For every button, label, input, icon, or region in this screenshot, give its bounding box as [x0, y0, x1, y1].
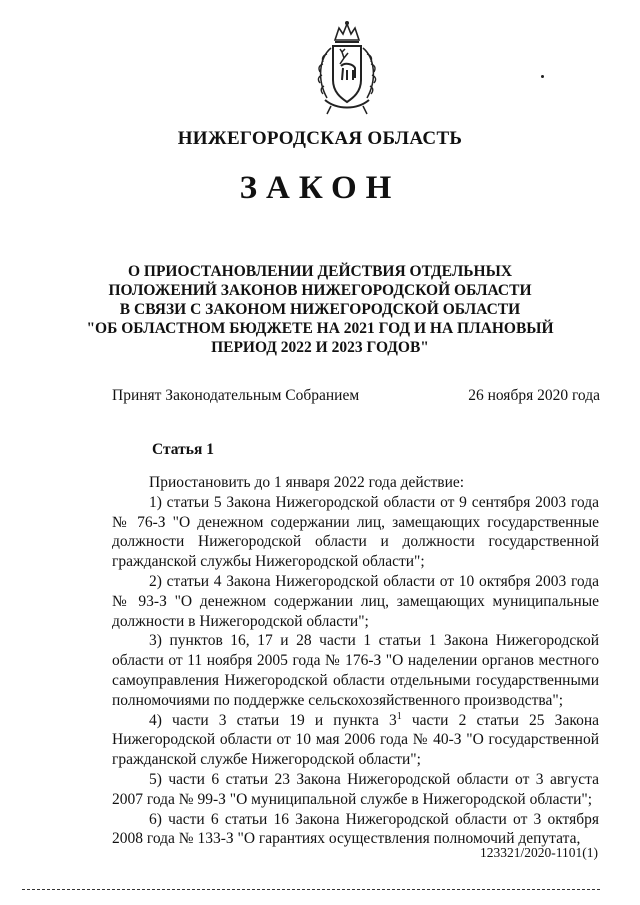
law-title-line: ПЕРИОД 2022 И 2023 ГОДОВ" — [211, 339, 429, 356]
article-item: 1) статьи 5 Закона Нижегородской области от 9 сентября 2003 года № 76-З "О денежном содержании лиц, замещающих государственные должности Нижегородской области и должности государственной гражданской службы Нижегородской области"; — [112, 493, 599, 571]
page-bottom-dashed-line — [22, 889, 600, 890]
article-item: 6) части 6 статьи 16 Закона Нижегородской области от 3 октября 2008 года № 133-З "О гарантиях осуществления полномочий депутата, — [112, 810, 599, 848]
item4-rest: части 2 статьи 25 Закона Нижегородской области от 10 мая 2006 года № 40-З "О государственной гражданской службе Нижегородской области"; — [112, 711, 599, 769]
registration-number: 123321/2020-1101(1) — [480, 845, 598, 860]
article-item: 5) части 6 статьи 23 Закона Нижегородской области от 3 августа 2007 года № 99-З "О муниципальной службе в Нижегородской области"; — [112, 770, 599, 808]
article-item: 3) пунктов 16, 17 и 28 части 1 статьи 1 Закона Нижегородской области от 11 ноября 2005 года № 176-З "О наделении органов местного самоуправления Нижегородской области отдельными государственными полномочиями по поддержке сельскохозяйственного производства"; — [112, 632, 599, 709]
law-title-line: О ПРИОСТАНОВЛЕНИИ ДЕЙСТВИЯ ОТДЕЛЬНЫХ — [127, 263, 513, 280]
article-item — [112, 711, 599, 770]
law-title-line: ПОЛОЖЕНИЙ ЗАКОНОВ НИЖЕГОРОДСКОЙ ОБЛАСТИ — [108, 282, 532, 299]
document-type-heading: ЗАКОН — [239, 170, 401, 206]
law-title-line: В СВЯЗИ С ЗАКОНОМ НИЖЕГОРОДСКОЙ ОБЛАСТИ — [119, 301, 521, 318]
region-heading: НИЖЕГОРОДСКАЯ ОБЛАСТЬ — [177, 128, 463, 149]
adoption-line — [112, 387, 600, 405]
item4-superscript: 1 — [396, 710, 402, 722]
article-intro: Приостановить до 1 января 2022 года действие: — [149, 474, 465, 491]
law-title — [60, 262, 580, 357]
article-item: 2) статьи 4 Закона Нижегородской области от 10 октября 2003 года № 93-З "О денежном содержании лиц, замещающих муниципальные должности в Нижегородской области"; — [112, 572, 599, 630]
item4-start: 4) части 3 статьи 19 и пункта 3 — [149, 711, 397, 729]
coat-of-arms-icon — [309, 18, 385, 118]
adoption-date: 26 ноября 2020 года — [468, 387, 600, 404]
scan-speck — [541, 75, 544, 78]
law-title-line: "ОБ ОБЛАСТНОМ БЮДЖЕТЕ НА 2021 ГОД И НА ПЛАНОВЫЙ — [86, 320, 554, 337]
article-heading: Статья 1 — [152, 441, 214, 458]
article-body — [112, 473, 599, 849]
adoption-label: Принят Законодательным Собранием — [112, 387, 360, 404]
